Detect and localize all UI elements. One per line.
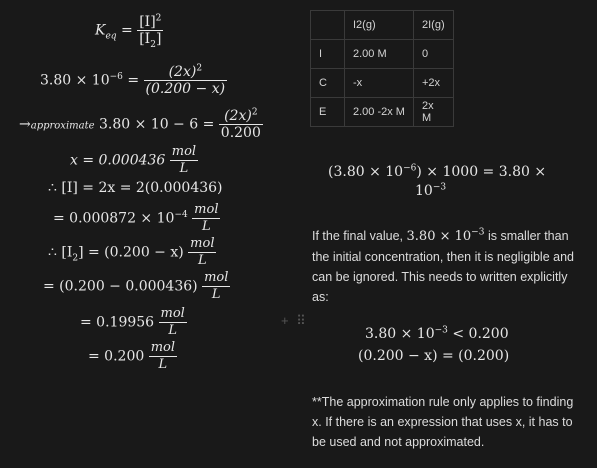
approximation-statement: (0.200 − x) = (0.200) bbox=[358, 348, 510, 364]
rounded-result: = 0.200 $\frac{\text{mol}}{L}$ bbox=[88, 340, 176, 372]
table-row bbox=[311, 69, 454, 98]
approximation-note: **The approximation rule only applies to finding x. If there is an expression that uses x, it has to be used and not approximated. bbox=[312, 395, 574, 449]
table-cell: 2x M bbox=[414, 98, 454, 127]
table-cell: 2I(g) bbox=[414, 11, 454, 40]
table-cell: 0 bbox=[414, 40, 454, 69]
block-handle[interactable] bbox=[281, 313, 308, 329]
table-cell: E bbox=[311, 98, 345, 127]
iodine-atom-value: = $0.000872 \times 10^{-4}$ $\frac{\text{mol}}{L}$ bbox=[53, 202, 219, 234]
approximation-equation: →approximate 3.80 × 10 − 6 = $\frac{(2x)^2}{0.200}$ bbox=[19, 107, 261, 141]
table-cell bbox=[311, 11, 345, 40]
table-row bbox=[311, 98, 454, 127]
iodine-atom-concentration: ∴ [I] = 2x = 2(0.000436) bbox=[48, 180, 223, 196]
x-value: x = 0.000436 $\frac{\text{mol}}{L}$ bbox=[70, 144, 197, 176]
unrounded-result: = 0.19956 $\frac{\text{mol}}{L}$ bbox=[80, 306, 185, 338]
keq-expression: $K_{eq}$ = $\frac{[I]^2}{[I_2]}$ bbox=[95, 13, 162, 50]
table-cell: -x bbox=[345, 69, 414, 98]
table-cell: 2.00 -2x M bbox=[345, 98, 414, 127]
table-row bbox=[311, 40, 454, 69]
scaling-equation: $(3.80 \times 10^{-6}) \times 1000 = 3.80$ × bbox=[328, 163, 547, 180]
add-block-icon[interactable]: + bbox=[281, 313, 291, 328]
iodine-molecule-concentration: ∴ $[I_2] = (0.200 - x)$ $\frac{\text{mol}}{L}$ bbox=[48, 236, 215, 268]
table-cell: 2.00 M bbox=[345, 40, 414, 69]
negligible-explanation: If the final value, $3.80 \times 10^{-3}$ is smaller than the initial concentration, then it is negligible and can be ignored. This needs to written explicitly as: bbox=[312, 227, 574, 304]
equilibrium-equation: $3.80 \times 10^{-6}$ = $\frac{(2x)^2}{(0.200 - x)}$ bbox=[40, 63, 226, 97]
drag-handle-icon[interactable]: ⠿ bbox=[296, 313, 308, 328]
table-header-row bbox=[311, 11, 454, 40]
substitution-line: = (0.200 − 0.000436) $\frac{\text{mol}}{L}$ bbox=[43, 270, 229, 302]
comparison-inequality: $3.80 \times 10^{-3} < 0.200$ bbox=[365, 325, 509, 342]
table-cell: I bbox=[311, 40, 345, 69]
ice-table bbox=[310, 10, 454, 127]
scaling-equation-result: $10^{-3}$ bbox=[415, 182, 447, 199]
table-cell: C bbox=[311, 69, 345, 98]
table-cell: +2x bbox=[414, 69, 454, 98]
table-cell: I2(g) bbox=[345, 11, 414, 40]
